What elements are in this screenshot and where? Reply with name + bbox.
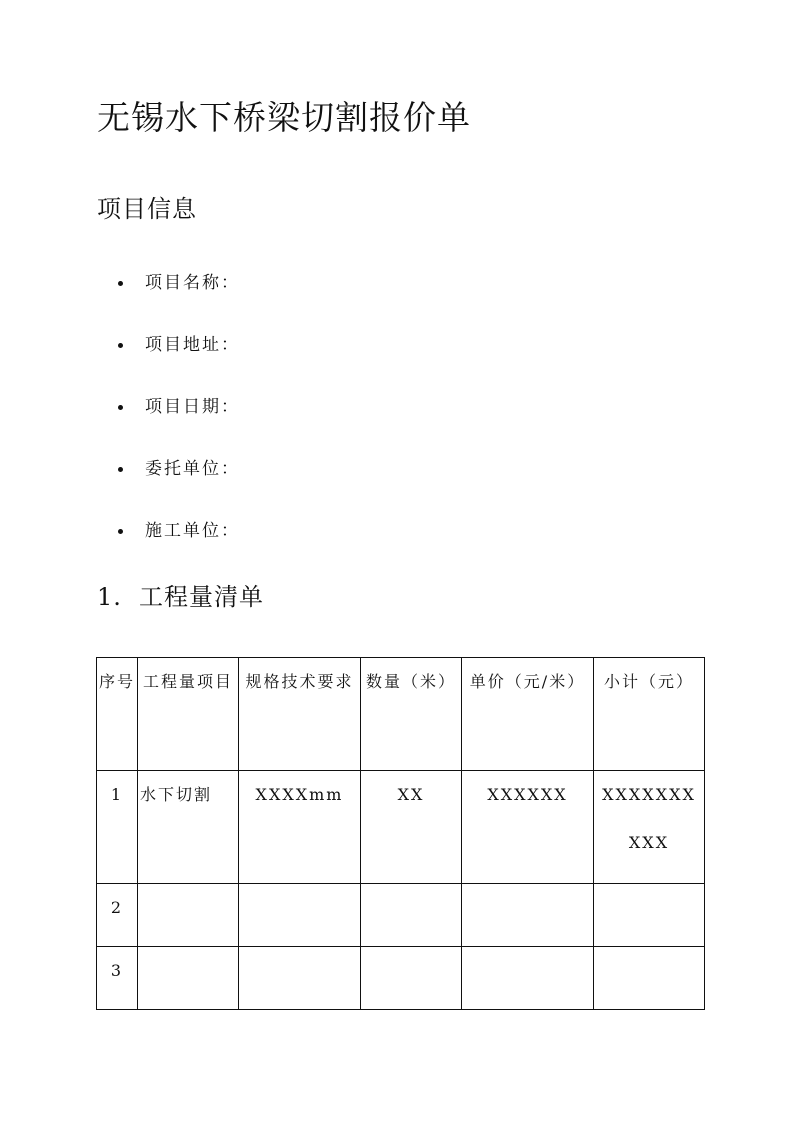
quantity-list-heading [97,580,264,614]
bullet-icon [118,467,123,472]
bullet-icon [118,529,123,534]
table-row [97,947,705,1010]
cell-index: 1 [97,771,138,884]
cell-unit-price [462,884,594,947]
field-label: 施工单位： [145,521,240,541]
cell-index: 2 [97,884,138,947]
list-item-project-name [118,266,240,328]
cell-item [138,947,239,1010]
table-header-row [97,658,705,771]
cell-subtotal [594,884,705,947]
bullet-icon [118,405,123,410]
quantity-table [96,657,705,1010]
field-label: 项目日期： [145,397,240,417]
cell-unit-price [462,947,594,1010]
table-row [97,884,705,947]
list-item-project-address [118,328,240,390]
header-cell-quantity: 数量（米） [361,658,462,771]
header-cell-unit-price: 单价（元/米） [462,658,594,771]
cell-subtotal [594,947,705,1010]
bullet-icon [118,343,123,348]
bullet-icon [118,281,123,286]
cell-quantity: XX [361,771,462,884]
list-item-project-date [118,390,240,452]
cell-spec [239,884,361,947]
section-heading-text: 工程量清单 [139,583,264,611]
page-title: 无锡水下桥梁切割报价单 [97,98,471,137]
cell-quantity [361,884,462,947]
cell-quantity [361,947,462,1010]
list-item-contractor [118,514,240,576]
header-cell-item: 工程量项目 [138,658,239,771]
table-row [97,771,705,884]
cell-unit-price: XXXXXX [462,771,594,884]
cell-spec [239,947,361,1010]
section-number: 1. [97,583,122,611]
list-item-client [118,452,240,514]
project-info-heading: 项目信息 [97,195,197,223]
header-cell-index: 序号 [97,658,138,771]
cell-subtotal: XXXXXXXXXX [594,771,705,884]
field-label: 项目名称： [145,273,240,293]
cell-spec: XXXXmm [239,771,361,884]
header-cell-subtotal: 小计（元） [594,658,705,771]
cell-item [138,884,239,947]
field-label: 项目地址： [145,335,240,355]
cell-item: 水下切割 [138,771,239,884]
cell-index: 3 [97,947,138,1010]
header-cell-spec: 规格技术要求 [239,658,361,771]
project-info-list [118,266,240,576]
field-label: 委托单位： [145,459,240,479]
